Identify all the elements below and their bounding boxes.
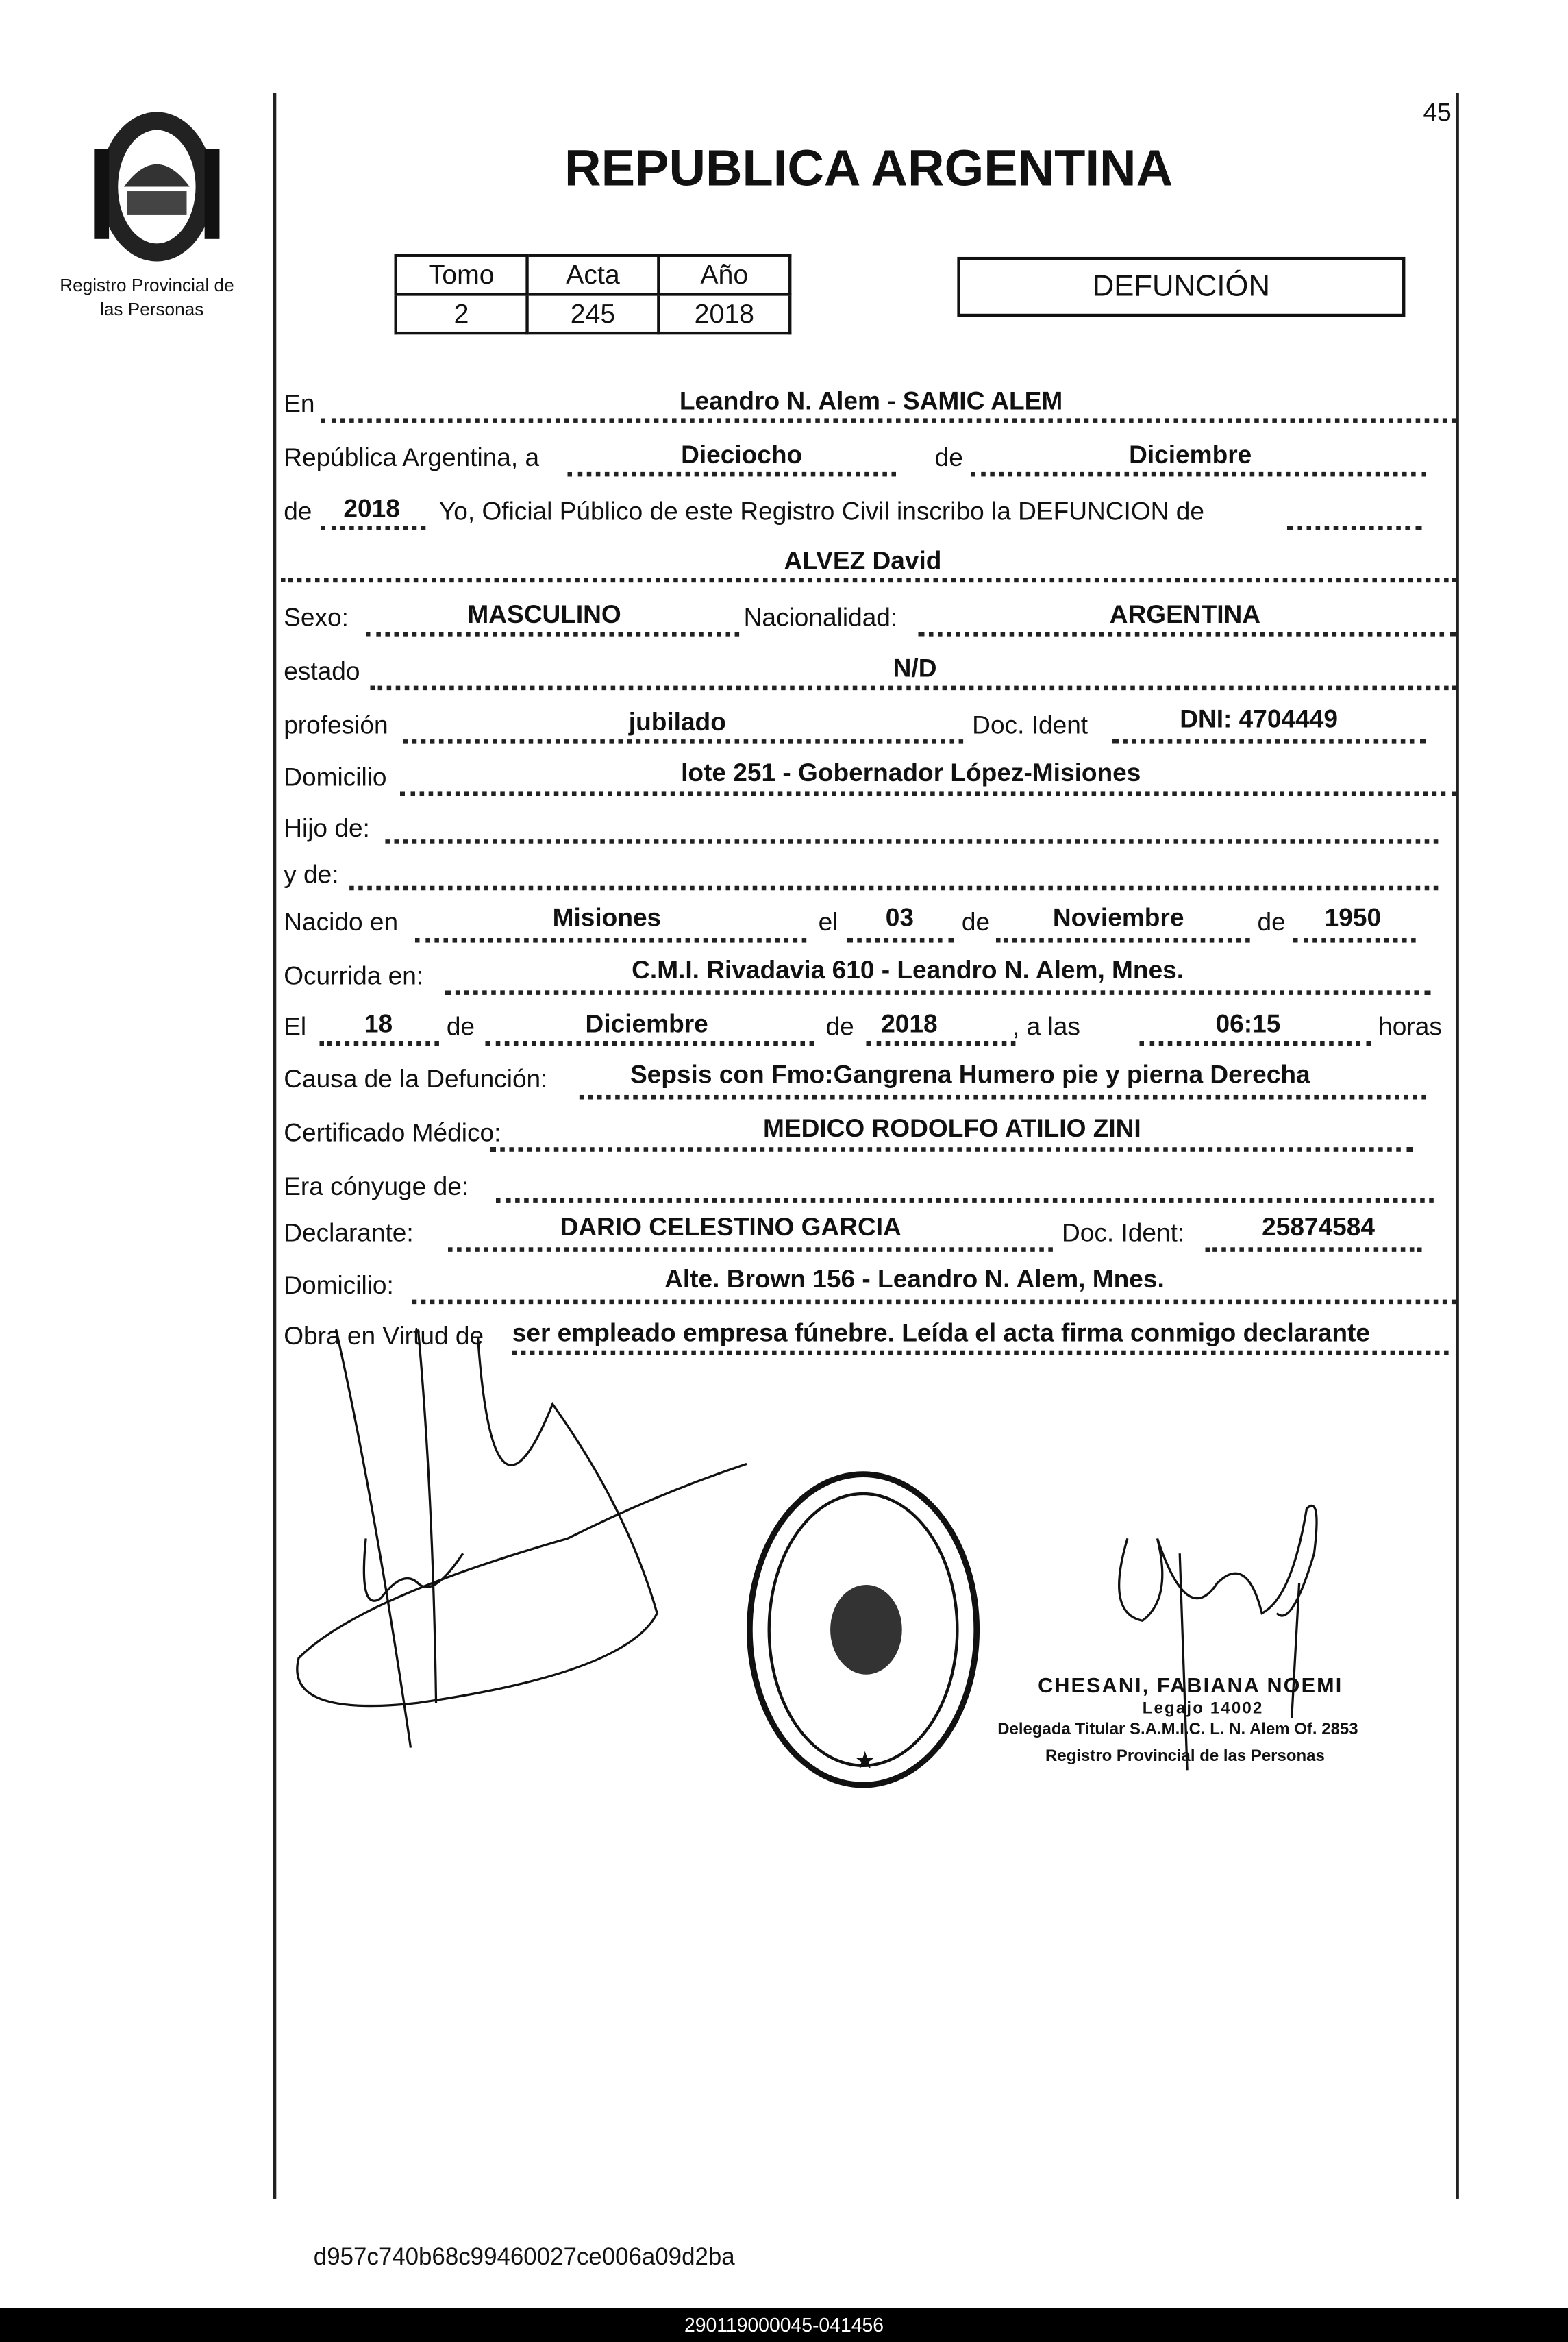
- record-type: DEFUNCIÓN: [1092, 270, 1270, 304]
- field-fallec-hora: 06:15: [1215, 1009, 1281, 1039]
- dotted-line: [486, 1041, 814, 1046]
- label-certificado: Certificado Médico:: [284, 1118, 501, 1148]
- field-domicilio: lote 251 - Gobernador López-Misiones: [681, 759, 1141, 787]
- label-estado: estado: [284, 657, 360, 686]
- provincial-coat-of-arms-logo: [82, 105, 232, 269]
- document-hash: d957c740b68c99460027ce006a09d2ba: [313, 2245, 735, 2271]
- dotted-line: [366, 632, 739, 637]
- dotted-line: [866, 1041, 1015, 1046]
- field-nacido-mes: Noviembre: [1052, 903, 1184, 933]
- field-nacido-dia: 03: [885, 903, 914, 933]
- label-obra: Obra en Virtud de: [284, 1322, 484, 1351]
- label-sexo: Sexo:: [284, 603, 349, 632]
- dotted-line: [847, 938, 954, 943]
- dotted-line: [400, 791, 1456, 796]
- value-anio: 2018: [658, 294, 790, 333]
- dotted-line: [1287, 526, 1421, 530]
- dotted-line: [580, 1095, 1426, 1100]
- dotted-line: [1139, 1041, 1371, 1046]
- field-sexo: MASCULINO: [467, 600, 621, 629]
- field-lugar: Leandro N. Alem - SAMIC ALEM: [679, 386, 1063, 416]
- header-anio: Año: [658, 256, 790, 295]
- label-conyuge: Era cónyuge de:: [284, 1172, 469, 1201]
- label-causa: Causa de la Defunción:: [284, 1065, 548, 1094]
- field-fallec-dia: 18: [364, 1009, 393, 1039]
- label-nacido-en: Nacido en: [284, 908, 399, 937]
- official-legajo: Legajo 14002: [1142, 1699, 1264, 1718]
- label-domicilio-declarante: Domicilio:: [284, 1271, 394, 1300]
- field-anio-inscripcion: 2018: [343, 494, 400, 523]
- dotted-line: [320, 1041, 439, 1046]
- label-yo: Yo, Oficial Público de este Registro Civil inscribo la DEFUNCION de: [438, 497, 1204, 526]
- label-nacionalidad: Nacionalidad:: [743, 603, 898, 632]
- label-de: de: [284, 497, 312, 526]
- value-tomo: 2: [396, 294, 527, 333]
- dotted-line: [415, 938, 806, 943]
- label-domicilio: Domicilio: [284, 763, 387, 792]
- label-a-las: , a las: [1012, 1013, 1080, 1041]
- field-nacido-en: Misiones: [552, 903, 662, 933]
- dotted-line: [971, 472, 1426, 477]
- field-declarante-doc: 25874584: [1262, 1213, 1375, 1242]
- label-declarante: Declarante:: [284, 1218, 414, 1248]
- document-title: REPUBLICA ARGENTINA: [564, 140, 1173, 197]
- dotted-line: [1293, 938, 1416, 943]
- declarant-signature: [269, 1314, 761, 1762]
- label-horas: horas: [1378, 1013, 1442, 1041]
- label-de: de: [446, 1013, 475, 1041]
- label-ocurrida-en: Ocurrida en:: [284, 961, 424, 991]
- seal-emblem-icon: [830, 1585, 902, 1675]
- dotted-line: [385, 839, 1438, 844]
- field-fallec-mes: Diciembre: [585, 1009, 708, 1039]
- field-nombre: ALVEZ David: [784, 546, 942, 576]
- dotted-line: [349, 886, 1438, 891]
- label-de: de: [961, 908, 991, 937]
- field-mes-inscripcion: Diciembre: [1129, 441, 1252, 469]
- dotted-line: [567, 472, 896, 477]
- dotted-line: [996, 938, 1250, 943]
- dotted-line: [448, 1247, 1053, 1252]
- record-type-box: [957, 257, 1405, 317]
- label-de: de: [1257, 908, 1286, 937]
- field-estado: N/D: [893, 654, 937, 683]
- right-margin-line: [1456, 93, 1459, 2199]
- issuer-line-2: las Personas: [100, 299, 204, 320]
- dotted-line: [281, 578, 1456, 583]
- dotted-line: [919, 632, 1456, 637]
- label-profesion: profesión: [284, 711, 388, 740]
- field-ocurrida-en: C.M.I. Rivadavia 610 - Leandro N. Alem, Mnes.: [632, 956, 1184, 985]
- dotted-line: [321, 526, 426, 530]
- star-icon: ★: [854, 1749, 876, 1775]
- dotted-line: [371, 686, 1456, 691]
- official-seal: [747, 1471, 980, 1788]
- footer-id: 290119000045-041456: [684, 2313, 884, 2337]
- dotted-line: [321, 418, 1456, 423]
- official-cargo: Delegada Titular S.A.M.I.C. L. N. Alem Of. 2853: [997, 1721, 1358, 1739]
- field-fallec-anio: 2018: [881, 1009, 938, 1039]
- record-table: [395, 254, 792, 335]
- value-acta: 245: [527, 294, 659, 333]
- field-causa: Sepsis con Fmo:Gangrena Humero pie y pierna Derecha: [630, 1060, 1310, 1089]
- dotted-line: [1205, 1247, 1421, 1252]
- field-declarante-domicilio: Alte. Brown 156 - Leandro N. Alem, Mnes.: [664, 1265, 1165, 1294]
- field-profesion: jubilado: [628, 708, 726, 737]
- dotted-line: [490, 1147, 1413, 1152]
- label-en: En: [284, 389, 315, 419]
- official-org: Registro Provincial de las Personas: [1045, 1747, 1325, 1766]
- dotted-line: [403, 739, 964, 744]
- left-margin-line: [273, 93, 276, 2199]
- label-republica: República Argentina, a: [284, 443, 540, 472]
- header-tomo: Tomo: [396, 256, 527, 295]
- header-acta: Acta: [527, 256, 659, 295]
- label-el: el: [818, 908, 838, 937]
- label-doc-ident-declarante: Doc. Ident:: [1061, 1218, 1185, 1248]
- field-dia-inscripcion: Dieciocho: [681, 441, 803, 469]
- dotted-line: [496, 1198, 1434, 1203]
- dotted-line: [412, 1300, 1456, 1305]
- field-declarante: DARIO CELESTINO GARCIA: [560, 1213, 901, 1242]
- label-hijo-de: Hijo de:: [284, 814, 370, 843]
- label-y-de: y de:: [284, 860, 339, 889]
- field-nacionalidad: ARGENTINA: [1109, 600, 1261, 629]
- page-number: 45: [1423, 98, 1452, 127]
- dotted-line: [445, 990, 1431, 995]
- issuer-line-1: Registro Provincial de: [60, 275, 234, 296]
- field-nacido-anio: 1950: [1324, 903, 1382, 933]
- label-doc-ident: Doc. Ident: [972, 711, 1088, 740]
- footer-bar: [0, 2308, 1568, 2342]
- label-el-cap: El: [284, 1013, 307, 1041]
- field-doc-ident: DNI: 4704449: [1180, 704, 1338, 734]
- field-certificado: MEDICO RODOLFO ATILIO ZINI: [762, 1114, 1141, 1143]
- official-name: CHESANI, FABIANA NOEMI: [1038, 1673, 1343, 1697]
- field-obra: ser empleado empresa fúnebre. Leída el acta firma conmigo declarante: [512, 1318, 1371, 1348]
- label-de: de: [934, 443, 963, 472]
- dotted-line: [1112, 739, 1426, 744]
- label-de: de: [825, 1013, 854, 1041]
